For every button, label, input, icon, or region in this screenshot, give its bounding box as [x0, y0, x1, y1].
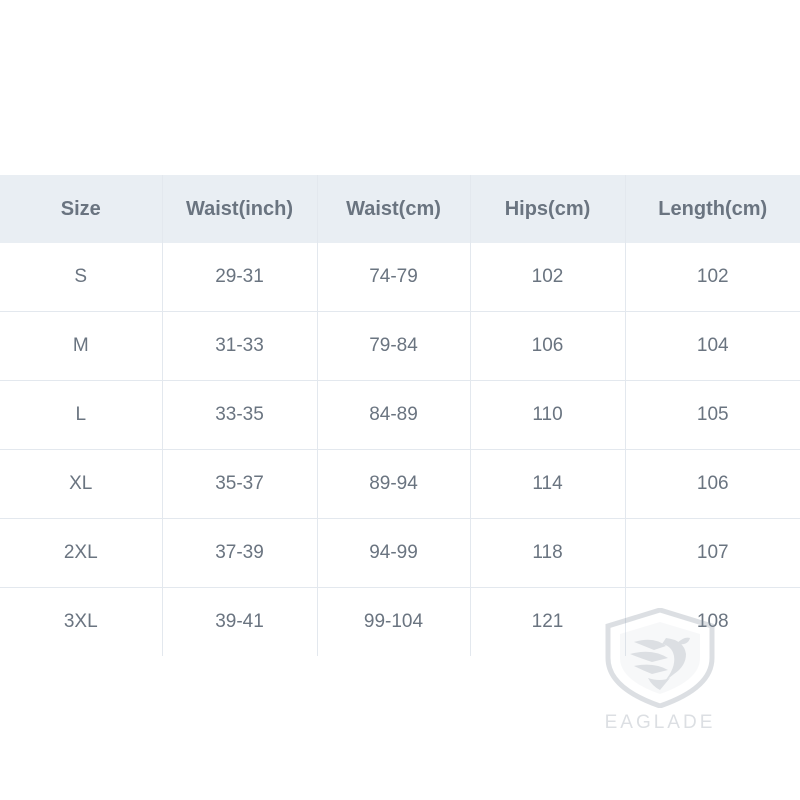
table-header-row: [0, 175, 800, 243]
cell-hips-cm: 118: [470, 519, 625, 588]
cell-waist-cm: 74-79: [317, 243, 470, 312]
column-header-waist-cm: Waist(cm): [317, 175, 470, 243]
cell-size: 3XL: [0, 588, 162, 657]
cell-length-cm: 105: [625, 381, 800, 450]
cell-waist-inch: 37-39: [162, 519, 317, 588]
cell-waist-inch: 33-35: [162, 381, 317, 450]
cell-length-cm: 102: [625, 243, 800, 312]
table-row: [0, 243, 800, 312]
cell-waist-inch: 35-37: [162, 450, 317, 519]
cell-length-cm: 106: [625, 450, 800, 519]
cell-waist-inch: 31-33: [162, 312, 317, 381]
column-header-length-cm: Length(cm): [625, 175, 800, 243]
cell-waist-cm: 94-99: [317, 519, 470, 588]
table-row: [0, 519, 800, 588]
table-body: [0, 243, 800, 656]
cell-length-cm: 107: [625, 519, 800, 588]
cell-hips-cm: 121: [470, 588, 625, 657]
cell-size: S: [0, 243, 162, 312]
cell-size: M: [0, 312, 162, 381]
cell-size: L: [0, 381, 162, 450]
brand-name: EAGLADE: [604, 712, 716, 733]
cell-waist-cm: 99-104: [317, 588, 470, 657]
column-header-waist-inch: Waist(inch): [162, 175, 317, 243]
column-header-size: Size: [0, 175, 162, 243]
cell-hips-cm: 114: [470, 450, 625, 519]
cell-waist-inch: 29-31: [162, 243, 317, 312]
cell-waist-inch: 39-41: [162, 588, 317, 657]
cell-hips-cm: 106: [470, 312, 625, 381]
cell-size: 2XL: [0, 519, 162, 588]
table-row: [0, 312, 800, 381]
column-header-hips-cm: Hips(cm): [470, 175, 625, 243]
cell-length-cm: 104: [625, 312, 800, 381]
cell-length-cm: 108: [625, 588, 800, 657]
size-chart-table: [0, 175, 800, 656]
table-row: [0, 381, 800, 450]
table-row: [0, 450, 800, 519]
cell-waist-cm: 89-94: [317, 450, 470, 519]
table-row: [0, 588, 800, 657]
cell-waist-cm: 79-84: [317, 312, 470, 381]
cell-hips-cm: 110: [470, 381, 625, 450]
table-header: [0, 175, 800, 243]
cell-waist-cm: 84-89: [317, 381, 470, 450]
cell-hips-cm: 102: [470, 243, 625, 312]
cell-size: XL: [0, 450, 162, 519]
